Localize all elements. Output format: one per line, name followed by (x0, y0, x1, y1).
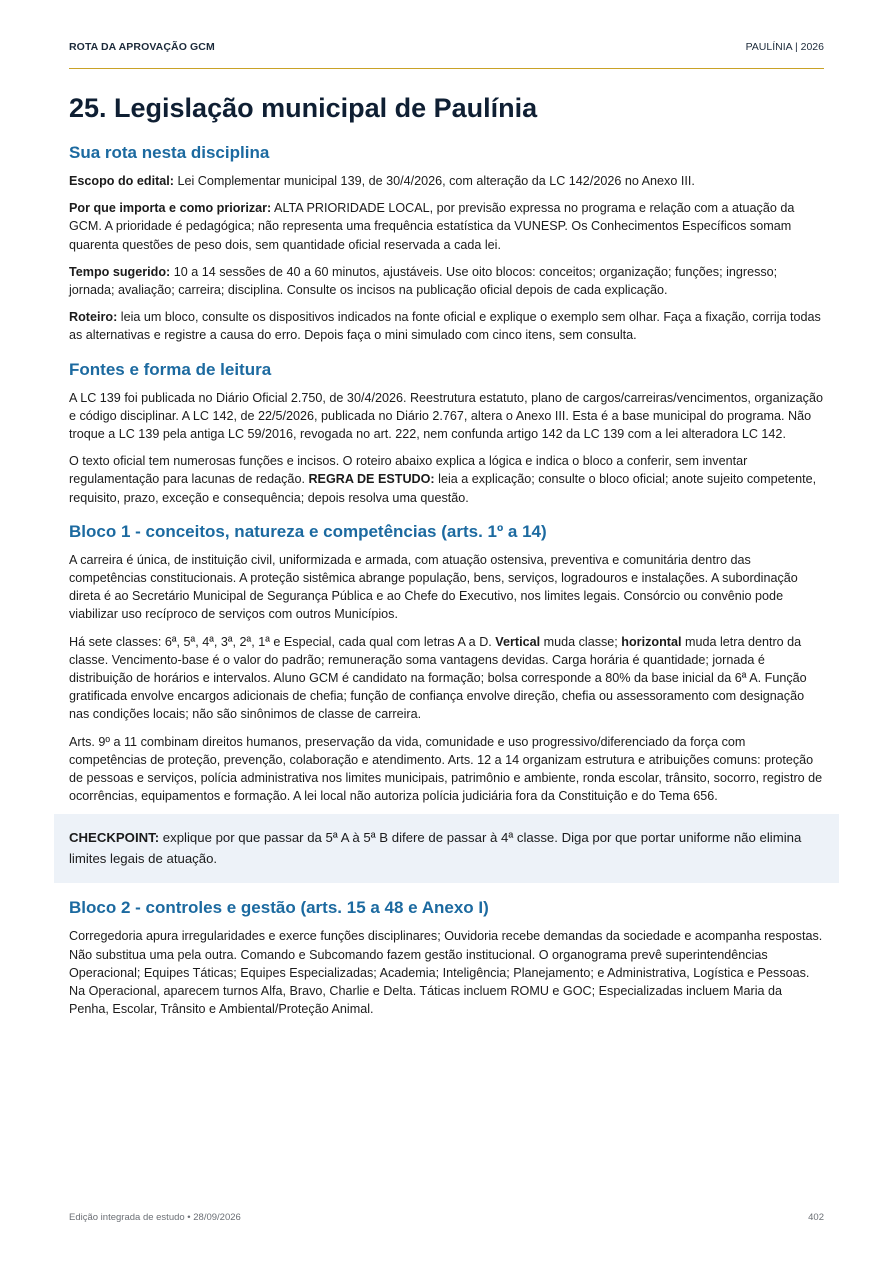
header-title: ROTA DA APROVAÇÃO GCM (69, 41, 215, 53)
section-bloco-1 (69, 521, 824, 884)
label-escopo: Escopo do edital: (69, 174, 174, 188)
checkpoint-paragraph (69, 827, 824, 869)
page-title: 25. Legislação municipal de Paulínia (69, 93, 538, 123)
text-roteiro: leia um bloco, consulte os dispositivos indicados na fonte oficial e explique o exemplo sem olhar. Faça a fixação, corrija todas as alternativas e registre a causa do erro. Depois faça o mini simulado com cinco itens, sem consulta. (69, 310, 821, 343)
footer-edition: Edição integrada de estudo • 28/09/2026 (69, 1212, 241, 1223)
term-vertical: Vertical (495, 634, 541, 649)
paragraph-bloco2-1: Corregedoria apura irregularidades e exerce funções disciplinares; Ouvidoria recebe demandas da sociedade e acompanha respostas. Não substitua uma pela outra. Comando e Subcomando fazem gestão institucional. O organograma prevê superintendências Operacional; Equipes Táticas; Equipes Especializadas; Academia; Inteligência; Planejamento; e Administrativa, Logística e Pessoas. Na Operacional, aparecem turnos Alfa, Bravo, Charlie e Delta. Táticas incluem ROMU e GOC; Especializadas incluem Maria da Penha, Escolar, Trânsito e Ambiental/Proteção Animal. (69, 929, 823, 1017)
text-definicoes: muda letra dentro da classe. Vencimento-base é o valor do padrão; remuneração soma vantagens devidas. Carga horária é quantidade; jornada é distribuição de horários e intervalos. Aluno GCM é candidato na formação; bolsa corresponde a 80% da base inicial da 6ª A. Função gratificada envolve encargos adicionais de chefia; função de confiança envolve direção, chefia ou assessoramento com designação nas condições locais; não são sinônimos de classe de carreira. (69, 634, 807, 722)
section-heading: Fontes e forma de leitura (69, 359, 272, 379)
label-tempo: Tempo sugerido: (69, 264, 171, 279)
text-classes: Há sete classes: 6ª, 5ª, 4ª, 3ª, 2ª, 1ª e Especial, cada qual com letras A a D. (69, 634, 496, 649)
label-prioridade: Por que importa e como priorizar: (69, 201, 272, 216)
paragraph-roteiro (69, 308, 824, 344)
section-heading: Bloco 2 - controles e gestão (arts. 15 a 48 e Anexo I) (69, 898, 489, 918)
text-fontes-intro: O texto oficial tem numerosas funções e incisos. O roteiro abaixo explica a lógica e indica o bloco a conferir, sem inventar regulamentação para lacunas de redação. (69, 454, 748, 487)
text-muda-classe: muda classe; (540, 634, 622, 649)
paragraph-escopo (69, 172, 824, 190)
section-bloco-2 (69, 897, 824, 1018)
checkpoint-label: CHECKPOINT: (69, 830, 160, 846)
page-footer (69, 1212, 824, 1223)
text-escopo: Lei Complementar municipal 139, de 30/4/2026, com alteração da LC 142/2026 no Anexo III. (173, 174, 695, 188)
paragraph-bloco1-2 (69, 633, 824, 724)
text-tempo: 10 a 14 sessões de 40 a 60 minutos, ajustáveis. Use oito blocos: conceitos; organização; funções; ingresso; jornada; avaliação; carreira; disciplina. Consulte os incisos na publicação oficial depois de cada explicação. (69, 264, 778, 298)
checkpoint-box (54, 814, 839, 883)
paragraph-tempo (69, 263, 824, 299)
term-horizontal: horizontal (621, 634, 682, 649)
text-prioridade: ALTA PRIORIDADE LOCAL, por previsão expressa no programa e relação com a atuação da GCM. A prioridade é pedagógica; não representa uma frequência estatística da VUNESP. Os Conhecimentos Específicos somam quarenta questões de peso dois, sem quantidade oficial reservada a cada lei. (69, 201, 795, 252)
section-heading: Bloco 1 - conceitos, natureza e competências (arts. 1º a 14) (69, 521, 547, 541)
paragraph-bloco1-1: A carreira é única, de instituição civil, uniformizada e armada, com atuação ostensiva, preventiva e comunitária dentro das competências constitucionais. A proteção sistêmica abrange população, bens, serviços, logradouros e instalações. A subordinação direta é ao Secretário Municipal de Segurança Pública e ao Chefe do Executivo, nos limites legais. Consórcio ou convênio pode viabilizar uso recíproco de serviços com outros Municípios. (69, 552, 798, 622)
paragraph-prioridade (69, 199, 824, 254)
section-fontes (69, 359, 824, 507)
page-number: 402 (808, 1212, 824, 1223)
paragraph-fontes-1: A LC 139 foi publicada no Diário Oficial 2.750, de 30/4/2026. Reestrutura estatuto, plano de cargos/carreiras/vencimentos, organização e código disciplinar. A LC 142, de 22/5/2026, publicada no Diário 2.767, altera o Anexo III. Esta é a base municipal do programa. Não troque a LC 139 pela antiga LC 59/2016, revogada no art. 222, nem confunda artigo 142 da LC 139 com a lei alteradora LC 142. (69, 390, 823, 442)
label-roteiro: Roteiro: (69, 310, 118, 325)
header-location-year: PAULÍNIA | 2026 (745, 41, 824, 53)
section-rota (69, 142, 824, 345)
paragraph-fontes-2 (69, 452, 824, 507)
label-regra-estudo: REGRA DE ESTUDO: (308, 472, 435, 487)
page-content (69, 92, 824, 1028)
text-regra-estudo: leia a explicação; consulte o bloco oficial; anote sujeito competente, requisito, prazo, exceção e consequência; depois resolva uma questão. (69, 472, 817, 505)
section-heading: Sua rota nesta disciplina (69, 143, 270, 162)
paragraph-bloco1-3: Arts. 9º a 11 combinam direitos humanos, preservação da vida, comunidade e uso progressivo/diferenciado da força com competências de proteção, prevenção, colaboração e atendimento. Arts. 12 a 14 organizam estrutura e atribuições comuns: proteção de pessoas e serviços, polícia administrativa nos limites municipais, patrimônio e ambiente, ronda escolar, trânsito, socorro, registro de ocorrências, equipamentos e formação. A lei local não autoriza polícia judiciária fora da Constituição e do Tema 656. (69, 734, 823, 804)
checkpoint-text: explique por que passar da 5ª A à 5ª B difere de passar à 4ª classe. Diga por que portar uniforme não elimina limites legais de atuação. (69, 830, 802, 867)
running-header (69, 38, 824, 69)
